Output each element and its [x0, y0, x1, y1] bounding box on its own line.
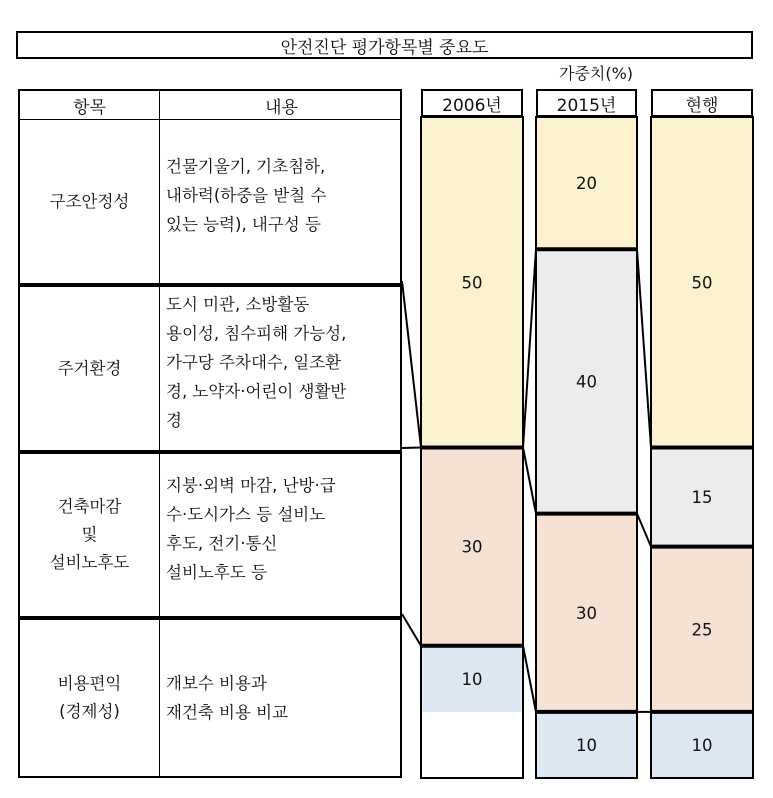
column-header-2006: 2006년 [421, 89, 523, 117]
data-label-0-0: 50 [461, 273, 483, 293]
data-label-0-2: 30 [461, 537, 483, 557]
data-label-2-2: 25 [691, 620, 713, 640]
row-item-cost: 비용편익 (경제성) [57, 674, 122, 721]
row-content-environment: 도시 미관, 소방활동 용이성, 침수피해 가능성, 가구당 주차대수, 일조환 경, 노약자·어린이 생활반 경 [166, 295, 347, 430]
table-connector-line [402, 614, 421, 646]
header-item: 항목 [73, 97, 106, 118]
header-content: 내용 [265, 97, 298, 118]
column-header-current: 현행 [651, 89, 753, 117]
connector-line [523, 448, 536, 514]
connector-line [523, 249, 536, 447]
connector-line [523, 646, 536, 712]
row-item-finishing: 건축마감 및 설비노후도 [49, 497, 130, 572]
row-item-environment: 주거환경 [57, 359, 122, 378]
row-item-structure: 구조안정성 [49, 192, 130, 211]
row-content-cost: 개보수 비용과 재건축 비용 비교 [166, 674, 289, 722]
data-label-0-3: 10 [461, 669, 483, 689]
data-label-2-3: 10 [691, 735, 713, 755]
data-label-1-2: 30 [576, 603, 597, 623]
connector-line [637, 514, 651, 547]
table-connector-line [402, 281, 421, 448]
data-label-2-1: 15 [691, 488, 713, 508]
data-label-1-3: 10 [576, 735, 597, 755]
column-header-2015: 2015년 [536, 89, 637, 117]
row-content-finishing: 지붕·외벽 마감, 난방·급 수·도시가스 등 설비노 후도, 전기·통신 설비노후도 등 [166, 476, 336, 582]
chart-title: 안전진단 평가항목별 중요도 [16, 31, 753, 59]
unit-label: 가중치(%) [558, 64, 634, 83]
table-connector-line [402, 448, 421, 449]
data-label-1-0: 20 [576, 174, 597, 194]
data-label-1-1: 40 [576, 372, 597, 392]
connector-line [637, 249, 651, 447]
row-content-structure: 건물기울기, 기초침하, 내하력(하중을 받칠 수 있는 능력), 내구성 등 [166, 157, 327, 234]
data-label-2-0: 50 [691, 273, 713, 293]
